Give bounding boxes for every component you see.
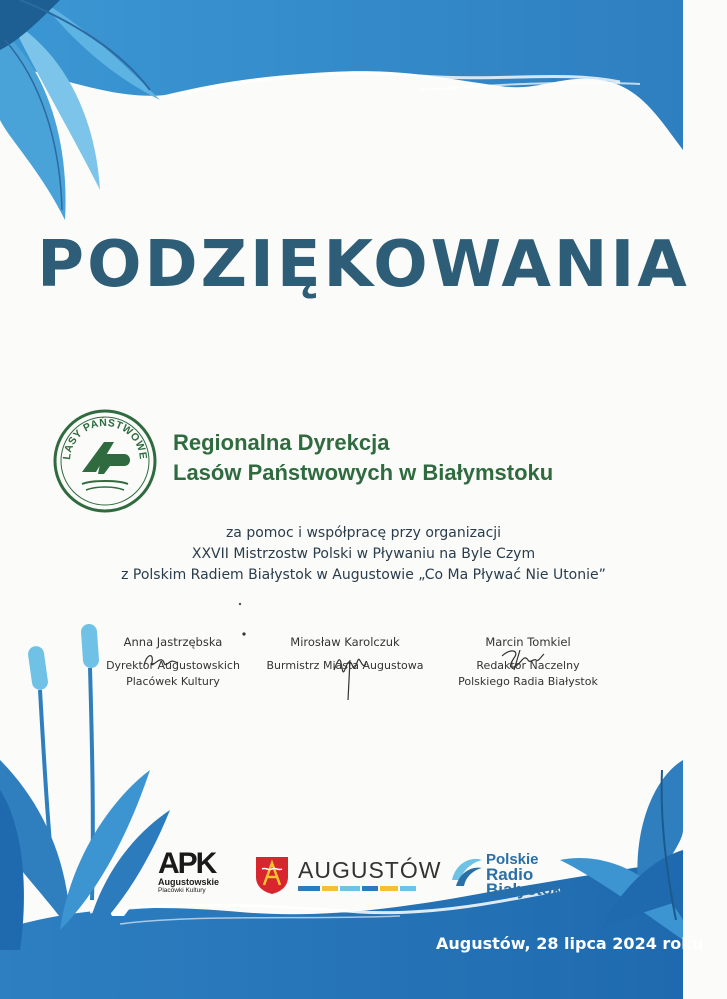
signature-scribble-2 (330, 640, 372, 702)
apk-logo (158, 847, 222, 895)
thanks-line-2: XXVII Mistrzostw Polski w Pływaniu na Byle Czym (191, 546, 536, 562)
signature-scribble-3 (500, 644, 546, 672)
signature-scribble-1 (140, 648, 180, 674)
issue-date: Augustów, 28 lipca 2024 roku (436, 934, 704, 953)
organization-line-1: Regionalna Dyrekcja (173, 430, 390, 455)
polskie-radio-wave-icon (450, 852, 484, 892)
thanks-line-1: za pomoc i współpracę przy organizacji (225, 525, 502, 541)
polskie-radio-line-2: Radio (486, 865, 534, 884)
signatory-role-line-2: Polskiego Radia Białystok (458, 675, 598, 688)
signatory-role-line-2: Placówek Kultury (126, 675, 220, 688)
apk-logo-subtitle-1: Augustowskie (158, 877, 220, 887)
organization-name (173, 428, 553, 488)
augustow-coat-of-arms-icon (254, 855, 290, 895)
apk-logo-letters: APK (158, 847, 216, 880)
polskie-radio-line-1: Polskie (486, 851, 539, 868)
thanks-text (0, 523, 727, 586)
svg-text:LASY PAŃSTWOWE: LASY PAŃSTWOWE (60, 416, 150, 461)
signatory-name: Mirosław Karolczuk (290, 635, 400, 649)
apk-logo-subtitle-2: Placówki Kultury (158, 887, 206, 894)
signatory-name: Marcin Tomkiel (485, 635, 571, 649)
thanks-line-3: z Polskim Radiem Białystok w Augustowie „Co Ma Pływać Nie Utonie” (121, 567, 606, 583)
augustow-logo-stripe (298, 885, 416, 893)
polskie-radio-line-3: Białystok (486, 880, 562, 899)
signatory-role-line-1: Burmistrz Miasta Augustowa (266, 659, 424, 672)
signatory-name: Anna Jastrzębska (123, 635, 223, 649)
augustow-logo (254, 855, 442, 899)
augustow-logo-text: AUGUSTÓW (298, 857, 442, 883)
polskie-radio-bialystok-logo (450, 851, 562, 899)
lasy-panstwowe-logo (52, 408, 158, 514)
polskie-radio-text (486, 852, 562, 897)
signatory-role-line-1: Redaktor Naczelny (476, 659, 580, 672)
signatory-role-line-1: Dyrektor Augustowskich (106, 659, 240, 672)
organization-line-2: Lasów Państwowych w Białymstoku (173, 460, 554, 485)
page-title: PODZIĘKOWANIA (37, 228, 690, 302)
